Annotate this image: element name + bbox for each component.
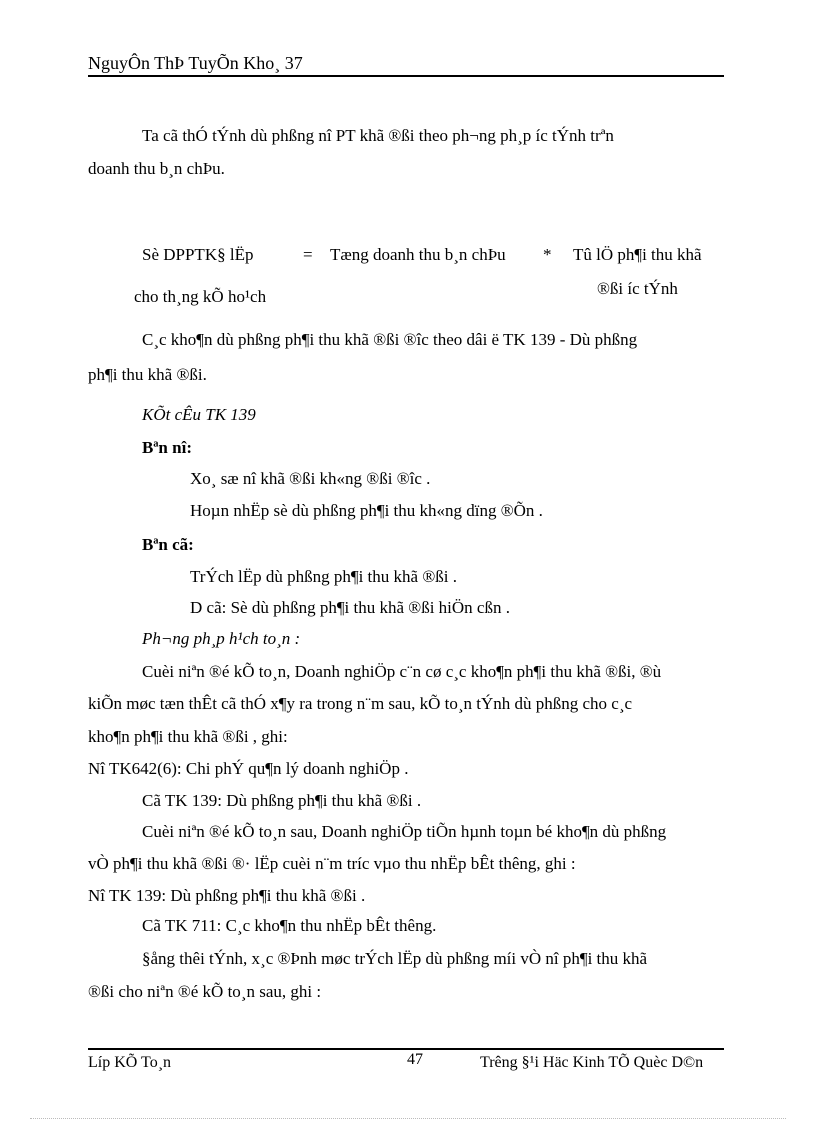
method-line-5: Cã TK 139: Dù phßng ph¶i thu khã ®ßi .	[142, 791, 422, 810]
credit-heading: Bªn cã:	[142, 535, 194, 554]
structure-heading: KÕt cÊu TK 139	[142, 405, 256, 424]
method-line-7: vÒ ph¶i thu khã ®ßi ®· lËp cuèi n¨m tríc vµo thu nhËp bÊt thêng, ghi :	[88, 854, 576, 873]
method-line-4: Nî TK642(6): Chi phÝ qu¶n lý doanh nghiÖp .	[88, 759, 409, 778]
method-line-9: Cã TK 711: C¸c kho¶n thu nhËp bÊt thêng.	[142, 916, 437, 935]
method-line-3: kho¶n ph¶i thu khã ®ßi , ghi:	[88, 727, 288, 746]
method-line-6: Cuèi niªn ®é kÕ to¸n sau, Doanh nghiÖp tiÕn hµnh toµn bé kho¶n dù phßng	[142, 822, 667, 841]
credit-item-2: D cã: Sè dù phßng ph¶i thu khã ®ßi hiÖn cßn .	[190, 598, 510, 617]
formula-left-1: Sè DPPTK§ lËp	[142, 245, 254, 264]
method-line-11: ®ßi cho niªn ®é kÕ to¸n sau, ghi :	[88, 982, 322, 1001]
formula-equals: =	[303, 245, 313, 264]
intro-line-1: Ta cã thÓ tÝnh dù phßng nî PT khã ®ßi theo ph¬ng ph¸p íc tÝnh trªn	[142, 126, 614, 145]
account-line-2: ph¶i thu khã ®ßi.	[88, 365, 207, 384]
page-header-title: NguyÔn ThÞ TuyÕn Kho¸ 37	[88, 53, 303, 73]
formula-times: *	[543, 245, 552, 264]
method-heading: Ph¬ng ph¸p h¹ch to¸n :	[142, 629, 301, 648]
debit-heading: Bªn nî:	[142, 438, 192, 457]
formula-middle: Tæng doanh thu b¸n chÞu	[330, 245, 506, 264]
credit-item-1: TrÝch lËp dù phßng ph¶i thu khã ®ßi .	[190, 567, 457, 586]
footer-divider	[88, 1048, 724, 1050]
account-line-1: C¸c kho¶n dù phßng ph¶i thu khã ®ßi ®îc theo dâi ë TK 139 - Dù phßng	[142, 330, 638, 349]
method-line-8: Nî TK 139: Dù phßng ph¶i thu khã ®ßi .	[88, 886, 366, 905]
footer-left: Líp KÕ To¸n	[88, 1054, 172, 1071]
footer-right: Trêng §¹i Häc Kinh TÕ Quèc D©n	[480, 1054, 704, 1071]
formula-right-2: ®ßi íc tÝnh	[597, 279, 678, 298]
bottom-dotted-edge	[30, 1118, 786, 1119]
debit-item-1: Xo¸ sæ nî khã ®ßi kh«ng ®ßi ®îc .	[190, 469, 431, 488]
method-line-1: Cuèi niªn ®é kÕ to¸n, Doanh nghiÖp c¨n cø c¸c kho¶n ph¶i thu khã ®ßi, ®ù	[142, 662, 662, 681]
method-line-2: kiÕn møc tæn thÊt cã thÓ x¶y ra trong n¨m sau, kÕ to¸n tÝnh dù phßng cho c¸c	[88, 694, 633, 713]
intro-line-2: doanh thu b¸n chÞu.	[88, 159, 225, 178]
debit-item-2: Hoµn nhËp sè dù phßng ph¶i thu kh«ng dïng ®Õn .	[190, 501, 543, 520]
page-number: 47	[407, 1051, 423, 1068]
formula-right-1: Tû lÖ ph¶i thu khã	[573, 245, 702, 264]
formula-left-2: cho th¸ng kÕ ho¹ch	[134, 287, 267, 306]
header-divider	[88, 75, 724, 77]
method-line-10: §ång thêi tÝnh, x¸c ®Þnh møc trÝch lËp dù phßng míi vÒ nî ph¶i thu khã	[142, 949, 648, 968]
